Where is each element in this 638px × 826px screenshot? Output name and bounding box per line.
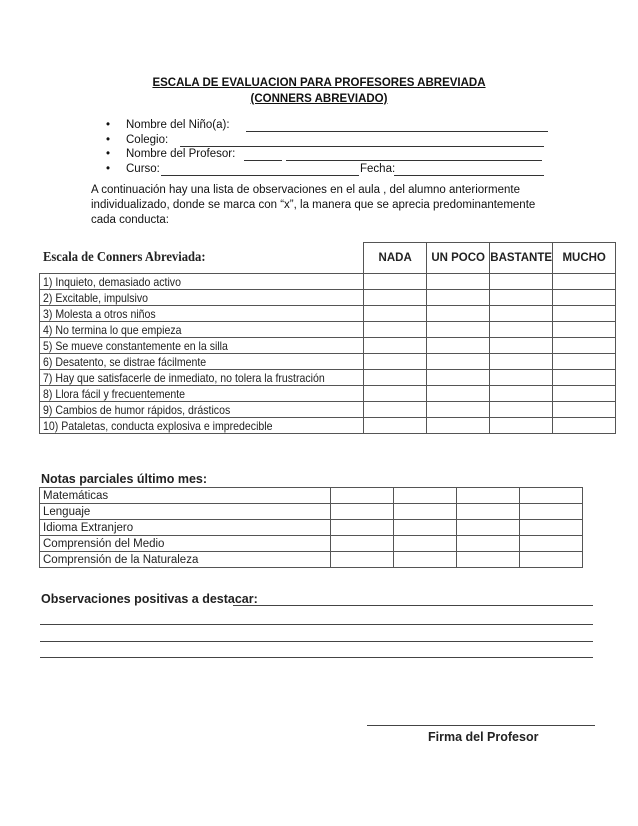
signature-label: Firma del Profesor (428, 730, 539, 744)
mark-cell-bastante[interactable] (490, 338, 553, 354)
behavior-item-label: 2) Excitable, impulsivo (43, 290, 149, 305)
mark-cell-nada[interactable] (364, 386, 427, 402)
behavior-item (40, 290, 364, 306)
mark-cell-bastante[interactable] (490, 402, 553, 418)
behavior-item-label: 5) Se mueve constantemente en la silla (43, 338, 228, 353)
subject-label: Comprensión de la Naturaleza (40, 552, 331, 568)
subject-label: Lenguaje (40, 504, 331, 520)
mark-cell-bastante[interactable] (490, 290, 553, 306)
mark-cell-nada[interactable] (364, 290, 427, 306)
behavior-item (40, 402, 364, 418)
table-row (40, 552, 583, 568)
mark-cell-nada[interactable] (364, 322, 427, 338)
mark-cell-bastante[interactable] (490, 386, 553, 402)
behavior-item (40, 418, 364, 434)
grade-cell[interactable] (457, 536, 520, 552)
table-row (40, 520, 583, 536)
mark-cell-mucho[interactable] (553, 274, 616, 290)
intro-paragraph: A continuación hay una lista de observaciones en el aula , del alumno anteriormente individualizado, donde se marca con “x”, la manera que se aprecia predominantemente cada conducta: (91, 184, 536, 226)
grade-cell[interactable] (331, 488, 394, 504)
behavior-item-label: 9) Cambios de humor rápidos, drásticos (43, 402, 231, 417)
conners-title: Escala de Conners Abreviada: (42, 249, 206, 265)
mark-cell-un-poco[interactable] (427, 274, 490, 290)
table-row (40, 322, 616, 338)
mark-cell-mucho[interactable] (553, 322, 616, 338)
table-row (40, 386, 616, 402)
grade-cell[interactable] (394, 552, 457, 568)
mark-cell-mucho[interactable] (553, 370, 616, 386)
mark-cell-bastante[interactable] (490, 322, 553, 338)
observations-label: Observaciones positivas a destacar: (41, 592, 258, 606)
grade-cell[interactable] (520, 552, 583, 568)
form-title: ESCALA DE EVALUACION PARA PROFESORES ABREVIADA (152, 77, 486, 89)
behavior-item (40, 274, 364, 290)
field-label-date: Fecha: (360, 163, 396, 175)
table-row (40, 274, 616, 290)
grade-cell[interactable] (394, 520, 457, 536)
grade-cell[interactable] (457, 552, 520, 568)
mark-cell-un-poco[interactable] (427, 306, 490, 322)
mark-cell-mucho[interactable] (553, 290, 616, 306)
behavior-item (40, 354, 364, 370)
bullet-icon: • (106, 148, 111, 160)
col-header-nada: NADA (364, 243, 427, 274)
mark-cell-un-poco[interactable] (427, 322, 490, 338)
mark-cell-un-poco[interactable] (427, 370, 490, 386)
grade-cell[interactable] (520, 536, 583, 552)
behavior-item-label: 1) Inquieto, demasiado activo (43, 274, 181, 289)
behavior-item-label: 7) Hay que satisfacerle de inmediato, no tolera la frustración (43, 370, 325, 385)
observations-input-line[interactable] (40, 657, 593, 658)
conners-header-row (40, 243, 616, 274)
behavior-item (40, 370, 364, 386)
behavior-item-label: 8) Llora fácil y frecuentemente (43, 386, 186, 401)
table-row (40, 370, 616, 386)
table-row (40, 488, 583, 504)
grade-cell[interactable] (520, 504, 583, 520)
col-header-mucho: MUCHO (553, 243, 616, 274)
mark-cell-mucho[interactable] (553, 306, 616, 322)
form-subtitle: (CONNERS ABREVIADO) (250, 93, 388, 105)
behavior-item (40, 338, 364, 354)
signature-line[interactable] (367, 725, 595, 726)
school-input-line[interactable] (180, 134, 544, 147)
mark-cell-nada[interactable] (364, 354, 427, 370)
grade-cell[interactable] (394, 536, 457, 552)
conners-table (39, 242, 616, 434)
mark-cell-mucho[interactable] (553, 386, 616, 402)
behavior-item (40, 306, 364, 322)
behavior-item-label: 4) No termina lo que empieza (43, 322, 182, 337)
bullet-icon: • (106, 119, 111, 131)
mark-cell-nada[interactable] (364, 338, 427, 354)
mark-cell-un-poco[interactable] (427, 354, 490, 370)
grade-cell[interactable] (520, 520, 583, 536)
grade-cell[interactable] (331, 520, 394, 536)
grade-cell[interactable] (331, 536, 394, 552)
grade-cell[interactable] (457, 488, 520, 504)
date-input-line[interactable] (394, 163, 544, 176)
conners-title-cell (40, 243, 364, 274)
subject-label: Matemáticas (40, 488, 331, 504)
table-row (40, 402, 616, 418)
mark-cell-un-poco[interactable] (427, 290, 490, 306)
table-row (40, 504, 583, 520)
mark-cell-un-poco[interactable] (427, 386, 490, 402)
behavior-item (40, 386, 364, 402)
grades-table (39, 487, 583, 568)
field-label-child-name: Nombre del Niño(a): (126, 119, 230, 131)
table-row (40, 418, 616, 434)
grade-cell[interactable] (457, 504, 520, 520)
mark-cell-mucho[interactable] (553, 402, 616, 418)
behavior-item-label: 10) Pataletas, conducta explosiva e impredecible (43, 418, 273, 433)
table-row (40, 306, 616, 322)
field-label-school: Colegio: (126, 134, 169, 146)
teacher-name-input-line-a[interactable] (244, 148, 282, 161)
observations-input-line[interactable] (40, 624, 593, 625)
mark-cell-un-poco[interactable] (427, 402, 490, 418)
field-label-course: Curso: (126, 163, 160, 175)
mark-cell-mucho[interactable] (553, 418, 616, 434)
observations-input-line[interactable] (233, 605, 593, 606)
table-row (40, 290, 616, 306)
grade-cell[interactable] (457, 520, 520, 536)
notes-title: Notas parciales último mes: (41, 472, 208, 486)
mark-cell-nada[interactable] (364, 306, 427, 322)
grade-cell[interactable] (331, 504, 394, 520)
subject-label: Comprensión del Medio (40, 536, 331, 552)
col-header-bastante: BASTANTE (490, 243, 553, 274)
mark-cell-mucho[interactable] (553, 354, 616, 370)
grade-cell[interactable] (394, 504, 457, 520)
course-input-line[interactable] (161, 163, 359, 176)
mark-cell-nada[interactable] (364, 370, 427, 386)
behavior-item-label: 3) Molesta a otros niños (43, 306, 156, 321)
mark-cell-un-poco[interactable] (427, 418, 490, 434)
observations-input-line[interactable] (40, 641, 593, 642)
behavior-item-label: 6) Desatento, se distrae fácilmente (43, 354, 207, 369)
mark-cell-bastante[interactable] (490, 274, 553, 290)
mark-cell-un-poco[interactable] (427, 338, 490, 354)
mark-cell-bastante[interactable] (490, 306, 553, 322)
child-name-input-line[interactable] (246, 119, 548, 132)
mark-cell-bastante[interactable] (490, 370, 553, 386)
col-header-un-poco: UN POCO (427, 243, 490, 274)
bullet-icon: • (106, 163, 111, 175)
mark-cell-nada[interactable] (364, 418, 427, 434)
field-label-teacher-name: Nombre del Profesor: (126, 148, 236, 160)
bullet-icon: • (106, 134, 111, 146)
grade-cell[interactable] (520, 488, 583, 504)
table-row (40, 536, 583, 552)
subject-label: Idioma Extranjero (40, 520, 331, 536)
mark-cell-bastante[interactable] (490, 354, 553, 370)
grade-cell[interactable] (331, 552, 394, 568)
teacher-name-input-line-b[interactable] (286, 148, 542, 161)
mark-cell-bastante[interactable] (490, 418, 553, 434)
behavior-item (40, 322, 364, 338)
grade-cell[interactable] (394, 488, 457, 504)
mark-cell-mucho[interactable] (553, 338, 616, 354)
mark-cell-nada[interactable] (364, 402, 427, 418)
table-row (40, 354, 616, 370)
table-row (40, 338, 616, 354)
mark-cell-nada[interactable] (364, 274, 427, 290)
